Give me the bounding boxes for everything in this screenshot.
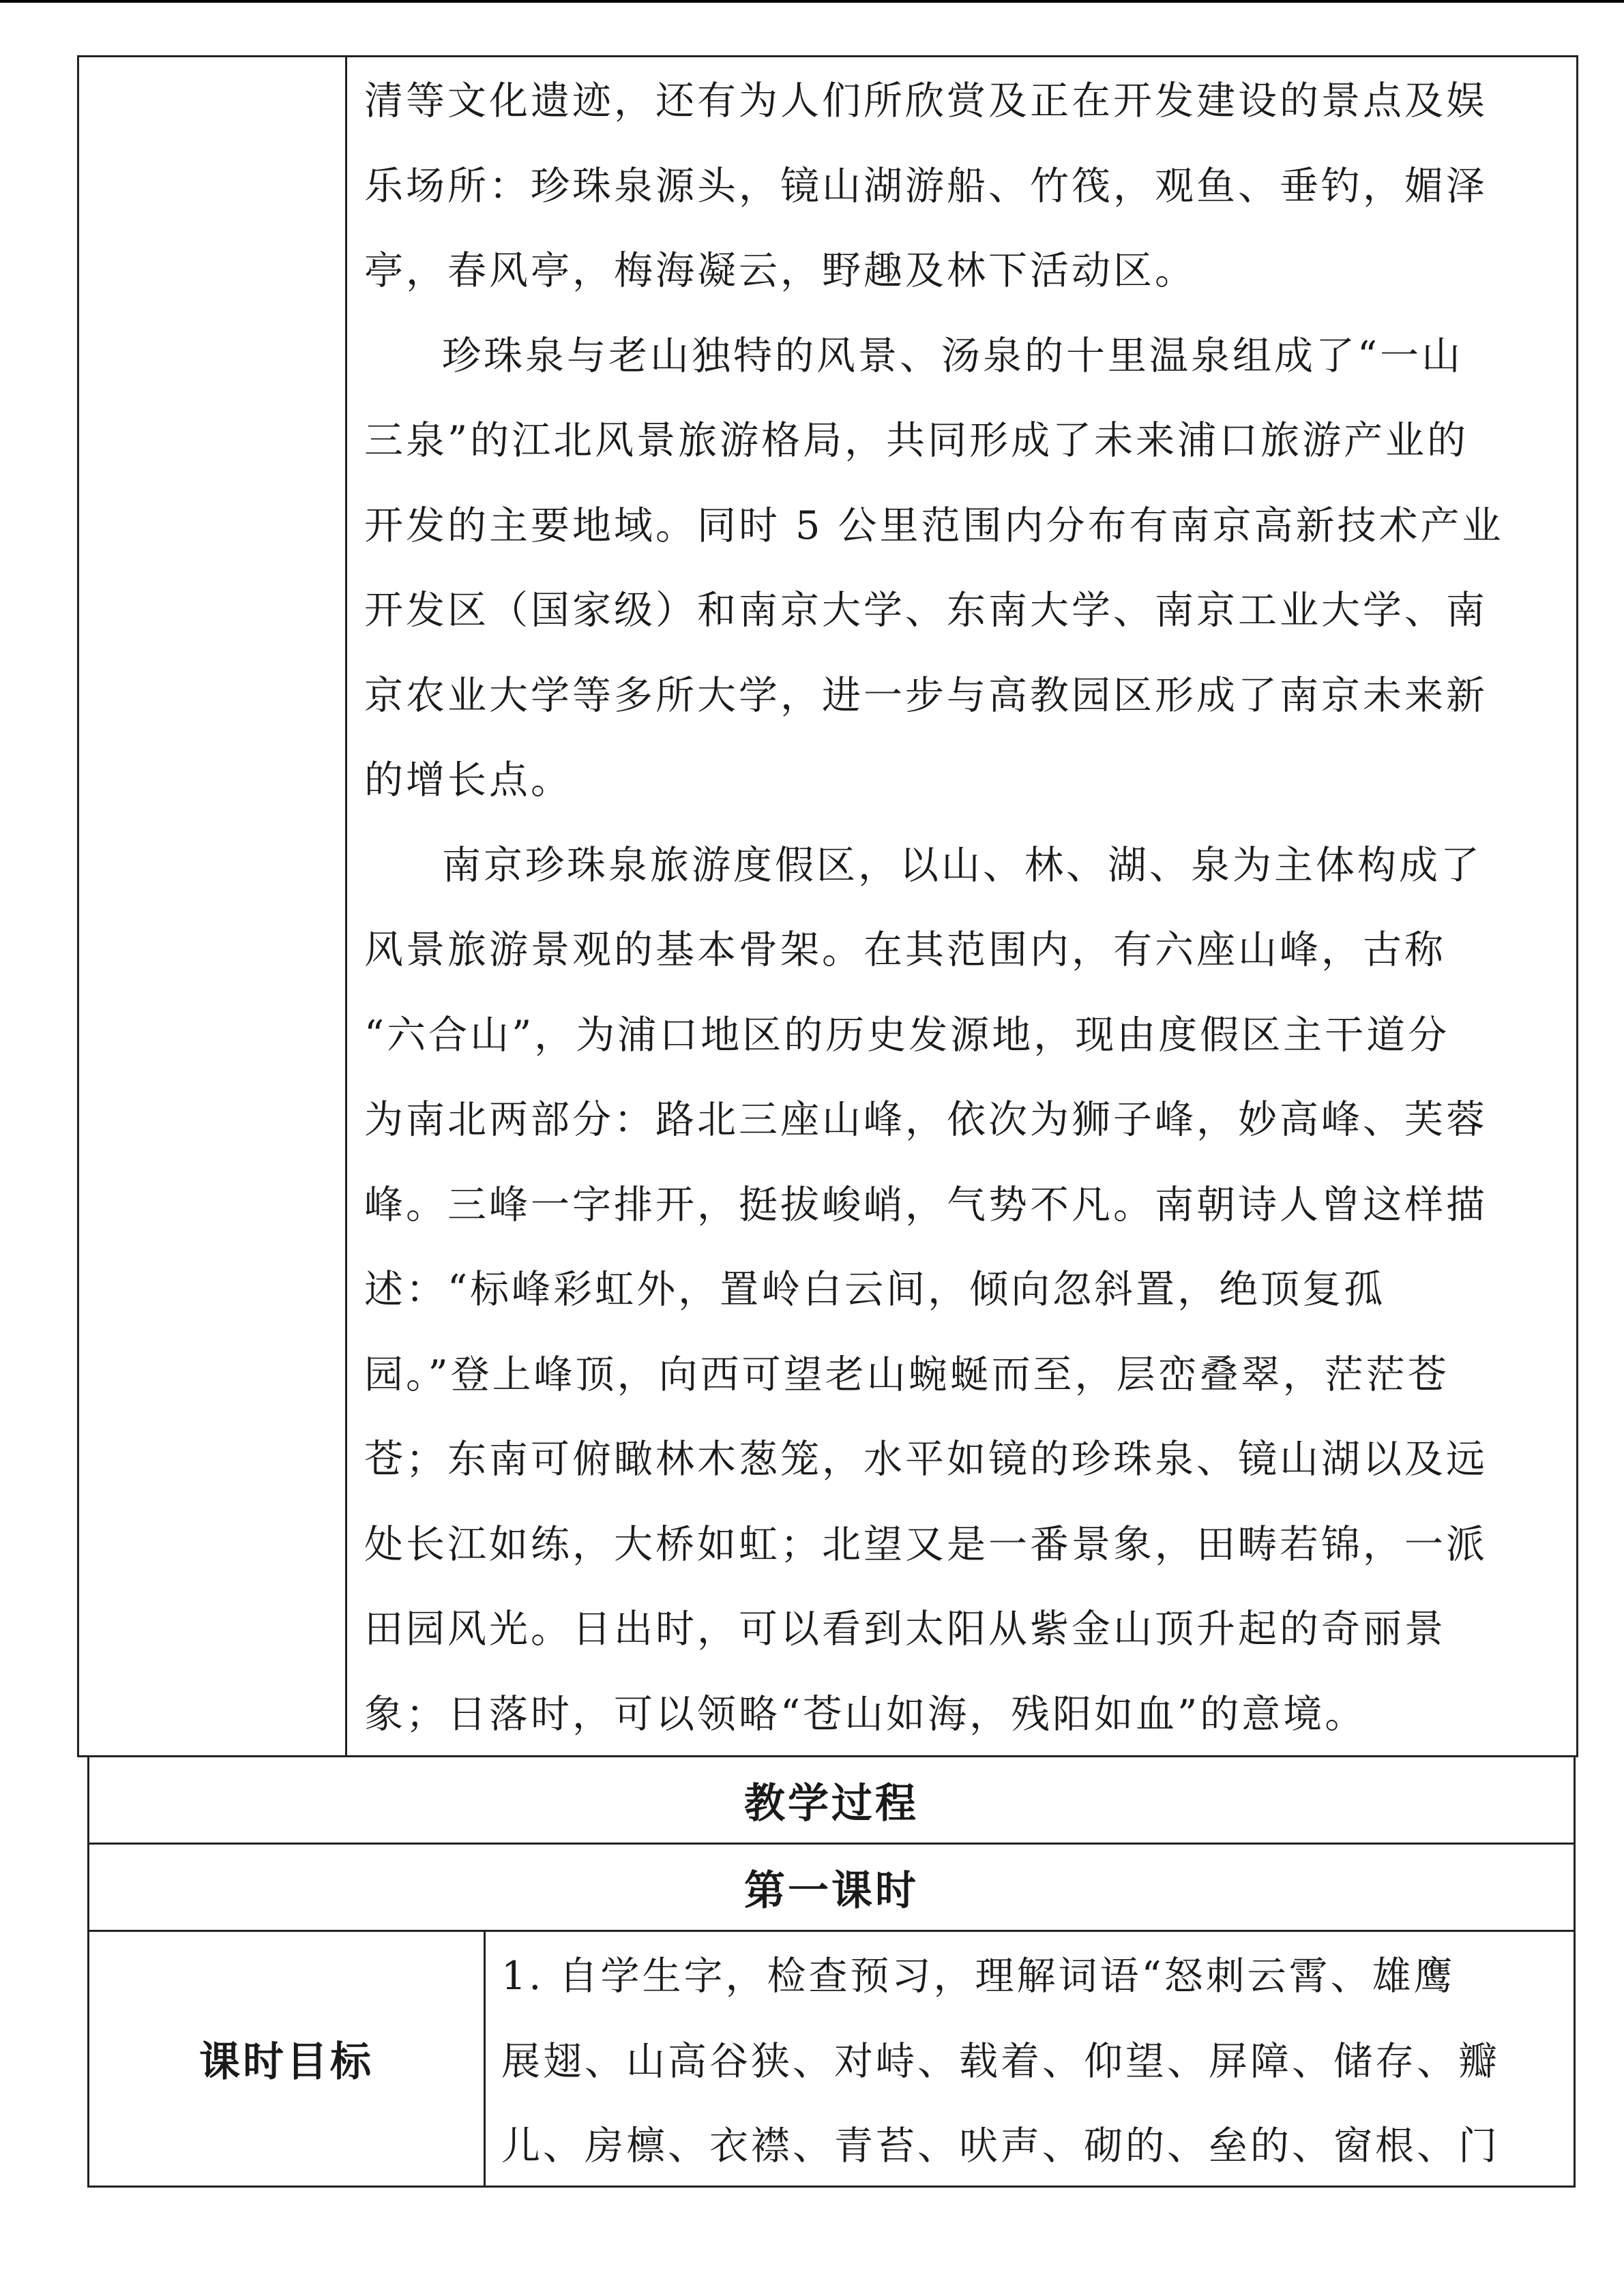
- paragraph-1-line: 亭，春风亭，梅海凝云，野趣及林下活动区。: [364, 248, 1196, 293]
- paragraph-3-line: 南京珍珠泉旅游度假区，以山、林、湖、泉为主体构成了: [442, 842, 1482, 888]
- paragraph-3-line: 园。”登上峰顶，向西可望老山蜿蜒而至，层峦叠翠，茫茫苍: [364, 1352, 1449, 1397]
- paragraph-3-line: 峰。三峰一字排开，挺拔峻峭，气势不凡。南朝诗人曾这样描: [364, 1182, 1488, 1227]
- intro-table-column-divider: [345, 55, 347, 1757]
- paragraph-3-line: 风景旅游景观的基本骨架。在其范围内，有六座山峰，古称: [364, 927, 1446, 972]
- process-heading: 教学过程: [744, 1779, 919, 1828]
- objective-column-divider: [484, 1930, 486, 2188]
- paragraph-3-line: 田园风光。日出时，可以看到太阳从紫金山顶升起的奇丽景: [364, 1607, 1446, 1652]
- paragraph-3-line: 述：“标峰彩虹外，置岭白云间，倾向忽斜置，绝顶复孤: [364, 1267, 1386, 1312]
- objective-label: 课时目标: [199, 2038, 374, 2086]
- paragraph-2-line: 开发区（国家级）和南京大学、东南大学、南京工业大学、南: [364, 588, 1488, 633]
- objective-content-cell: [501, 1934, 1500, 2189]
- page-top-rule: [0, 0, 1624, 3]
- paragraph-2-line: 珍珠泉与老山独特的风景、汤泉的十里温泉组成了“一山: [442, 333, 1464, 378]
- objective-line: 展翅、山高谷狭、对峙、载着、仰望、屏障、储存、瓣: [501, 2038, 1500, 2084]
- paragraph-2-line: 三泉”的江北风景旅游格局，共同形成了未来浦口旅游产业的: [364, 418, 1469, 463]
- paragraph-3-line: 处长江如练，大桥如虹；北望又是一番景象，田畴若锦，一派: [364, 1521, 1488, 1567]
- paragraph-2-line: 开发的主要地域。同时 5 公里范围内分布有南京高新技术产业: [364, 503, 1504, 548]
- objective-line: 儿、房檩、衣襟、青苔、吠声、砌的、垒的、窗根、门: [501, 2123, 1500, 2168]
- paragraph-1-line: 清等文化遗迹，还有为人们所欣赏及正在开发建设的景点及娱: [364, 78, 1488, 123]
- paragraph-3-line: 为南北两部分：路北三座山峰，依次为狮子峰，妙高峰、芙蓉: [364, 1097, 1488, 1142]
- lesson-heading: 第一课时: [744, 1866, 919, 1915]
- paragraph-3-line: 苍；东南可俯瞰林木葱笼，水平如镜的珍珠泉、镜山湖以及远: [364, 1437, 1488, 1482]
- objective-line: 1. 自学生字，检查预习，理解词语“怒刺云霄、雄鹰: [501, 1954, 1456, 1999]
- paragraph-2-line: 京农业大学等多所大学，进一步与高教园区形成了南京未来新: [364, 672, 1488, 718]
- paragraph-3-line: “六合山”，为浦口地区的历史发源地，现由度假区主干道分: [364, 1012, 1450, 1058]
- paragraph-2-line: 的增长点。: [364, 758, 572, 803]
- paragraph-3-line: 象；日落时，可以领略“苍山如海，残阳如血”的意境。: [364, 1691, 1367, 1737]
- intro-content-cell: [364, 59, 1504, 1757]
- paragraph-1-line: 乐场所：珍珠泉源头，镜山湖游船、竹筏，观鱼、垂钓，媚泽: [364, 163, 1488, 209]
